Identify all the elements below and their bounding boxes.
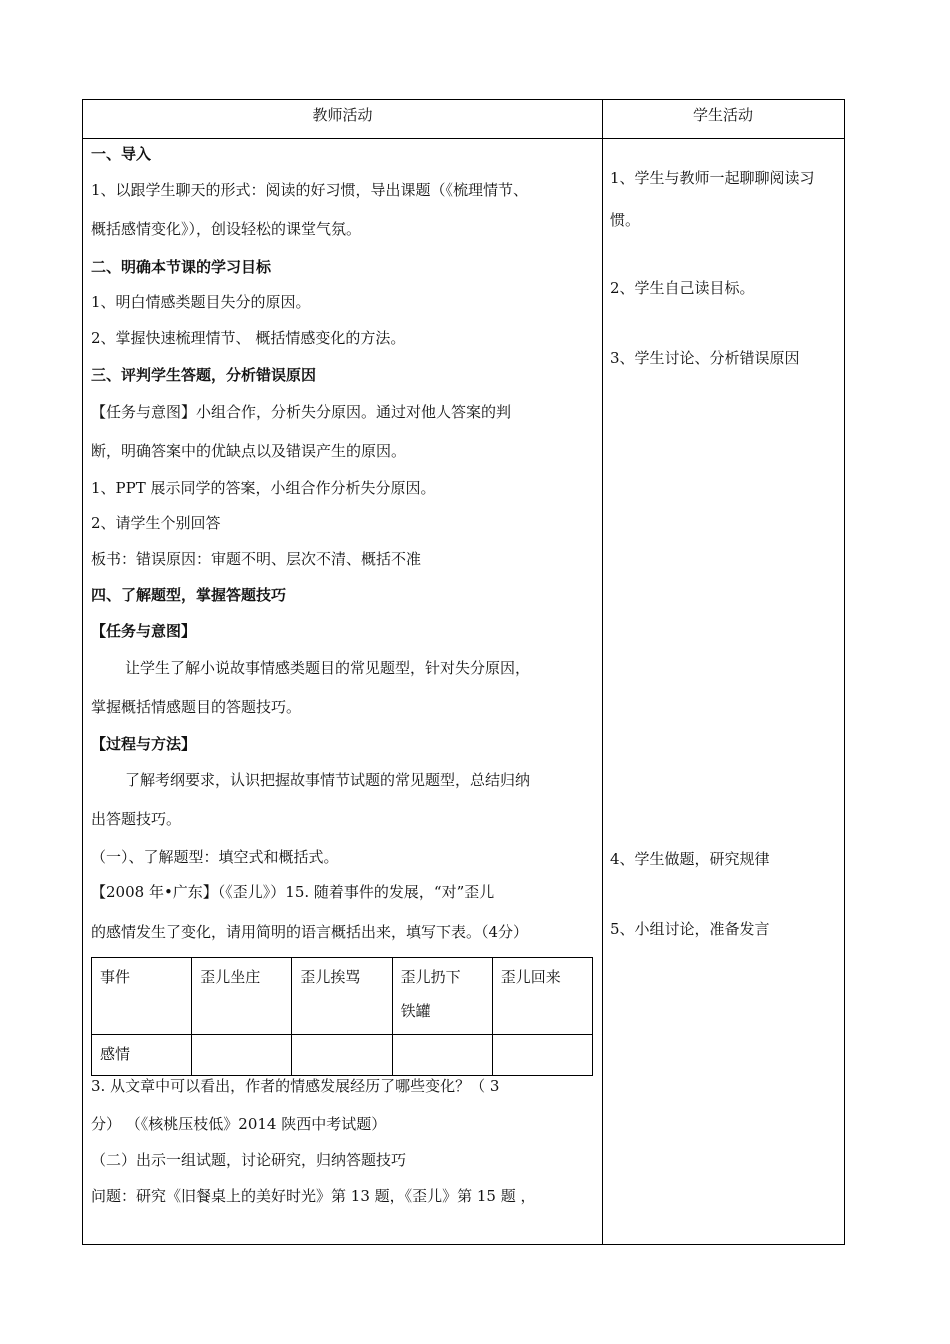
table-cell: [392, 1035, 492, 1076]
student-text-line: 4、学生做题，研究规律: [610, 850, 770, 868]
student-text-line: 3、学生讨论、分析错误原因: [610, 349, 800, 367]
teacher-text-line: 板书：错误原因：审题不明、层次不清、概括不准: [91, 550, 422, 568]
lesson-plan-table: [82, 99, 845, 1245]
table-cell: [192, 1035, 292, 1076]
teacher-text-line: 了解考纲要求，认识把握故事情节试题的常见题型，总结归纳: [125, 771, 531, 789]
teacher-text-line: 的感情发生了变化，请用简明的语言概括出来，填写下表。（4分）: [91, 923, 529, 941]
teacher-text-line: 掌握概括情感题目的答题技巧。: [91, 698, 302, 716]
column-divider: [602, 100, 603, 1244]
teacher-text-line: 【2008 年•广东】（《歪儿》）15. 随着事件的发展，“对”歪儿: [91, 883, 495, 901]
table-cell: 歪儿坐庄: [192, 958, 292, 1035]
table-cell: [392, 958, 492, 1035]
teacher-text-line: 概括感情变化》），创设轻松的课堂气氛。: [91, 220, 362, 238]
student-text-line: 惯。: [610, 211, 641, 229]
table-cell: [292, 1035, 392, 1076]
table-cell: 歪儿挨骂: [292, 958, 392, 1035]
table-cell: [492, 1035, 592, 1076]
teacher-text-line: 让学生了解小说故事情感类题目的常见题型，针对失分原因，: [125, 659, 531, 677]
table-row: [92, 1035, 593, 1076]
section-heading: 四、了解题型，掌握答题技巧: [91, 586, 287, 604]
teacher-text-line: 1、明白情感类题目失分的原因。: [91, 293, 311, 311]
emotion-change-table: [91, 957, 593, 1076]
teacher-text-line: 【任务与意图】小组合作，分析失分原因。通过对他人答案的判: [91, 403, 512, 421]
student-text-line: 1、学生与教师一起聊聊阅读习: [610, 169, 815, 187]
section-heading: 二、明确本节课的学习目标: [91, 258, 272, 276]
teacher-activity-header: 教师活动: [312, 106, 373, 124]
student-activity-header: 学生活动: [692, 106, 753, 124]
table-cell: 事件: [92, 958, 192, 1035]
teacher-text-line: 2、掌握快速梳理情节、 概括情感变化的方法。: [91, 329, 406, 347]
header-divider: [83, 138, 844, 139]
table-row: [92, 958, 593, 1035]
table-cell: 感情: [92, 1035, 192, 1076]
student-text-line: 5、小组讨论，准备发言: [610, 920, 770, 938]
teacher-text-line: 问题：研究《旧餐桌上的美好时光》第 13 题，《歪儿》第 15 题 ，: [91, 1187, 536, 1205]
teacher-text-line: 分） （《核桃压枝低》2014 陕西中考试题）: [91, 1115, 387, 1133]
teacher-text-line: （一）、了解题型：填空式和概括式。: [91, 848, 339, 866]
teacher-text-line: 1、PPT 展示同学的答案，小组合作分析失分原因。: [91, 479, 436, 497]
table-cell-text: 歪儿扔下铁罐: [400, 968, 461, 1020]
teacher-text-line: （二）出示一组试题，讨论研究，归纳答题技巧: [91, 1151, 407, 1169]
student-text-line: 2、学生自己读目标。: [610, 279, 755, 297]
section-heading: 一、导入: [91, 145, 152, 163]
teacher-text-line: 2、请学生个别回答: [91, 514, 221, 532]
subsection-heading: 【过程与方法】: [91, 735, 197, 753]
teacher-text-line: 出答题技巧。: [91, 810, 182, 828]
section-heading: 三、评判学生答题，分析错误原因: [91, 366, 317, 384]
table-cell: 歪儿回来: [492, 958, 592, 1035]
teacher-text-line: 3. 从文章中可以看出，作者的情感发展经历了哪些变化？（ 3: [91, 1077, 500, 1095]
subsection-heading: 【任务与意图】: [91, 622, 197, 640]
teacher-text-line: 断，明确答案中的优缺点以及错误产生的原因。: [91, 442, 407, 460]
teacher-text-line: 1、以跟学生聊天的形式：阅读的好习惯，导出课题（《梳理情节、: [91, 181, 529, 199]
